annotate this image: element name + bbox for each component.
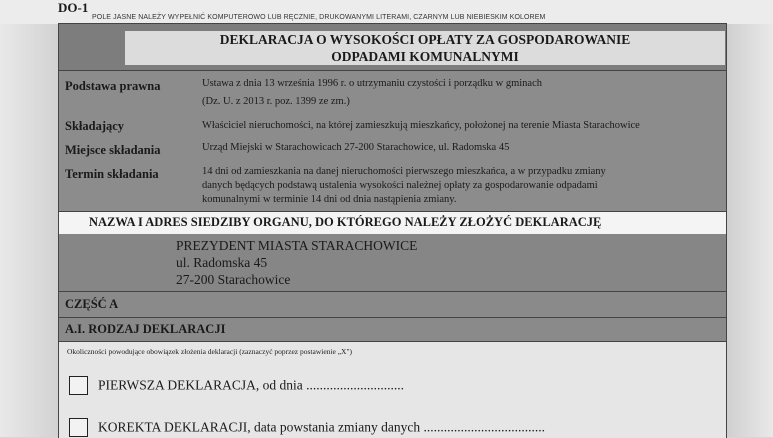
- deadline-value: [202, 165, 606, 207]
- organ-address: [176, 237, 417, 288]
- organ-heading: NAZWA I ADRES SIEDZIBY ORGANU, DO KTÓREGO NALEŻY ZŁOŻYĆ DEKLARACJĘ: [89, 215, 602, 229]
- deadline-line2: danych będących podstawą ustalenia wysokości należnej opłaty za gospodarowanie odpadami: [202, 180, 598, 191]
- correction-text: KOREKTA DEKLARACJI, data powstania zmiany danych ....................................: [98, 419, 545, 435]
- organ-name: PREZYDENT MIASTA STARACHOWICE: [176, 238, 418, 253]
- right-margin: [726, 0, 773, 437]
- circumstances-note: Okoliczności powodujące obowiązek złożenia deklaracji (zaznaczyć poprzez postawienie „X"): [67, 347, 353, 356]
- basis-value-line2: (Dz. U. z 2013 r. poz. 1399 ze zm.): [202, 96, 350, 107]
- form-title: [125, 31, 725, 63]
- organ-city: 27-200 Starachowice: [176, 272, 291, 287]
- place-value: Urząd Miejski w Starachowicach 27-200 Starachowice, ul. Radomska 45: [202, 142, 510, 153]
- section-ai-label: A.I. RODZAJ DEKLARACJI: [65, 322, 226, 336]
- declaration-type-area: [59, 342, 726, 438]
- deadline-label: Termin składania: [65, 167, 159, 181]
- form-title-line1: DEKLARACJA O WYSOKOŚCI OPŁATY ZA GOSPODAROWANIE: [125, 31, 725, 48]
- part-a-band: [59, 292, 726, 317]
- first-declaration-text: PIERWSZA DEKLARACJA, od dnia .............................: [98, 377, 405, 393]
- organ-heading-band: [59, 211, 726, 235]
- basis-value-line1: Ustawa z dnia 13 września 1996 r. o utrzymaniu czystości i porządku w gminach: [202, 78, 542, 89]
- deadline-line3: komunalnymi w terminie 14 dni od dnia nastąpienia zmiany.: [202, 194, 457, 205]
- organ-street: ul. Radomska 45: [176, 255, 268, 270]
- basis-label: Podstawa prawna: [65, 79, 161, 93]
- basis-value: [202, 77, 542, 109]
- section-ai-band: [59, 318, 726, 341]
- header-row: [0, 0, 773, 24]
- filer-value: Właściciel nieruchomości, na której zamieszkują mieszkańcy, położonej na terenie Miasta Starachowice: [202, 120, 640, 131]
- title-block: [59, 24, 726, 71]
- place-label: Miejsce składania: [65, 143, 161, 157]
- form-id: DO-1: [58, 0, 89, 15]
- first-declaration-checkbox[interactable]: [69, 376, 88, 395]
- option-first-declaration: [69, 376, 404, 395]
- form-frame: [58, 23, 727, 438]
- filer-label: Składający: [65, 119, 125, 133]
- option-correction: [69, 418, 545, 437]
- left-margin: [0, 24, 58, 437]
- info-section: [59, 71, 726, 211]
- fill-instructions: POLE JASNE NALEŻY WYPEŁNIĆ KOMPUTEROWO LUB RĘCZNIE, DRUKOWANYMI LITERAMI, CZARNYM LUB NIEBIESKIM KOLOREM: [92, 14, 546, 21]
- deadline-line1: 14 dni od zamieszkania na danej nieruchomości pierwszego mieszkańca, a w przypadku zmiany: [202, 166, 606, 177]
- correction-checkbox[interactable]: [69, 418, 88, 437]
- part-a-label: CZĘŚĆ A: [65, 297, 119, 311]
- form-title-line2: ODPADAMI KOMUNALNYMI: [125, 48, 725, 65]
